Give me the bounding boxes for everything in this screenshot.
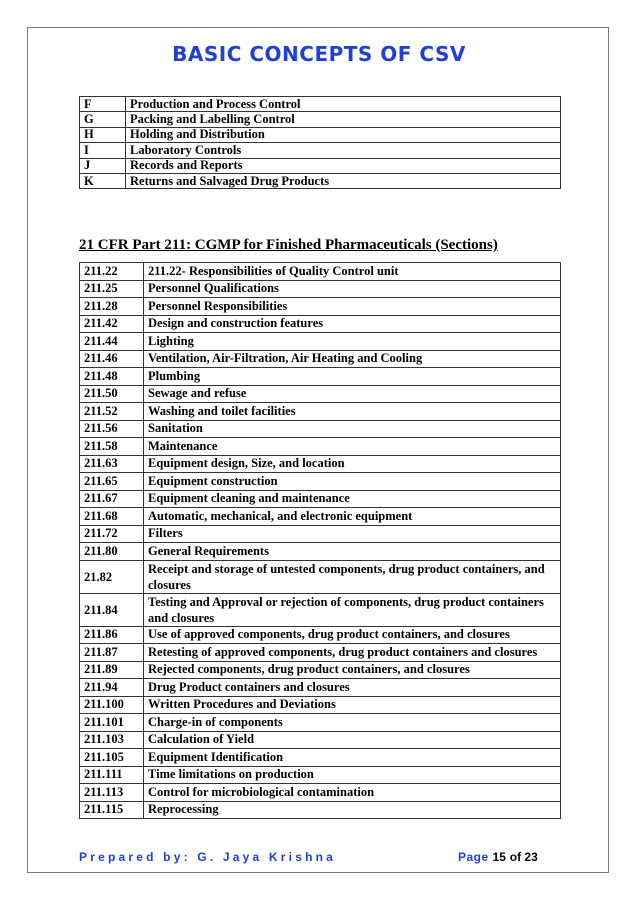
row-code: 211.87 — [80, 644, 144, 662]
row-title: Records and Reports — [126, 158, 561, 173]
row-code: 211.65 — [80, 473, 144, 491]
row-title: Personnel Responsibilities — [144, 298, 561, 316]
page-title: BASIC CONCEPTS OF CSV — [172, 42, 466, 66]
row-code: 211.44 — [80, 333, 144, 351]
row-title: Equipment Identification — [144, 749, 561, 767]
row-code: 211.48 — [80, 368, 144, 386]
table-row — [80, 158, 561, 173]
row-code: K — [80, 173, 126, 188]
row-title: Sanitation — [144, 420, 561, 438]
table-row — [80, 593, 561, 626]
table-row — [80, 801, 561, 819]
row-title: Ventilation, Air-Filtration, Air Heating and Cooling — [144, 350, 561, 368]
row-code: 211.22 — [80, 263, 144, 281]
row-title: Drug Product containers and closures — [144, 679, 561, 697]
row-code: 211.46 — [80, 350, 144, 368]
row-code: 211.56 — [80, 420, 144, 438]
table-row — [80, 97, 561, 112]
table-row — [80, 560, 561, 593]
footer-prepared-by: Prepared by: G. Jaya Krishna — [79, 850, 337, 864]
row-code: 211.101 — [80, 714, 144, 732]
table-row — [80, 368, 561, 386]
row-title: Packing and Labelling Control — [126, 112, 561, 127]
row-code: G — [80, 112, 126, 127]
subparts-table — [79, 96, 561, 189]
table-row — [80, 525, 561, 543]
table-row — [80, 644, 561, 662]
row-code: 211.84 — [80, 593, 144, 626]
row-code: 211.115 — [80, 801, 144, 819]
row-title: General Requirements — [144, 543, 561, 561]
row-title: Calculation of Yield — [144, 731, 561, 749]
table-row — [80, 438, 561, 456]
table-row — [80, 766, 561, 784]
row-title: Receipt and storage of untested components, drug product containers, and closures — [144, 560, 561, 593]
table-row — [80, 784, 561, 802]
row-title: Equipment design, Size, and location — [144, 455, 561, 473]
table-row — [80, 749, 561, 767]
row-code: 211.113 — [80, 784, 144, 802]
row-title: Time limitations on production — [144, 766, 561, 784]
table-row — [80, 315, 561, 333]
table-row — [80, 696, 561, 714]
row-title: Design and construction features — [144, 315, 561, 333]
row-title: Sewage and refuse — [144, 385, 561, 403]
table-row — [80, 714, 561, 732]
table-row — [80, 543, 561, 561]
row-title: Washing and toilet facilities — [144, 403, 561, 421]
row-code: 211.105 — [80, 749, 144, 767]
row-title: Reprocessing — [144, 801, 561, 819]
row-code: I — [80, 143, 126, 158]
table-row — [80, 508, 561, 526]
row-title: Laboratory Controls — [126, 143, 561, 158]
section-heading: 21 CFR Part 211: CGMP for Finished Pharmaceuticals (Sections) — [79, 237, 498, 253]
table-row — [80, 626, 561, 644]
table-row — [80, 280, 561, 298]
row-title: Testing and Approval or rejection of components, drug product containers and closures — [144, 593, 561, 626]
footer-page-total: of 23 — [509, 850, 538, 864]
row-code: 211.86 — [80, 626, 144, 644]
row-code: 211.72 — [80, 525, 144, 543]
row-title: Automatic, mechanical, and electronic equipment — [144, 508, 561, 526]
table-row — [80, 173, 561, 188]
row-title: Returns and Salvaged Drug Products — [126, 173, 561, 188]
row-code: 211.50 — [80, 385, 144, 403]
table-row — [80, 263, 561, 281]
subparts-table-body — [80, 97, 561, 189]
row-code: 211.63 — [80, 455, 144, 473]
row-title: Written Procedures and Deviations — [144, 696, 561, 714]
row-code: 211.100 — [80, 696, 144, 714]
row-title: 211.22- Responsibilities of Quality Control unit — [144, 263, 561, 281]
table-row — [80, 127, 561, 142]
row-code: 211.52 — [80, 403, 144, 421]
row-code: 211.58 — [80, 438, 144, 456]
row-title: Production and Process Control — [126, 97, 561, 112]
row-title: Lighting — [144, 333, 561, 351]
row-code: 21.82 — [80, 560, 144, 593]
row-title: Rejected components, drug product containers, and closures — [144, 661, 561, 679]
table-row — [80, 112, 561, 127]
row-code: 211.28 — [80, 298, 144, 316]
row-code: 211.68 — [80, 508, 144, 526]
row-title: Equipment cleaning and maintenance — [144, 490, 561, 508]
row-code: 211.42 — [80, 315, 144, 333]
row-title: Use of approved components, drug product containers, and closures — [144, 626, 561, 644]
table-row — [80, 298, 561, 316]
row-code: 211.89 — [80, 661, 144, 679]
row-code: 211.67 — [80, 490, 144, 508]
table-row — [80, 143, 561, 158]
row-title: Control for microbiological contamination — [144, 784, 561, 802]
row-code: 211.111 — [80, 766, 144, 784]
row-code: F — [80, 97, 126, 112]
row-code: 211.94 — [80, 679, 144, 697]
footer-page-label: Page — [458, 850, 489, 864]
table-row — [80, 385, 561, 403]
table-row — [80, 350, 561, 368]
table-row — [80, 661, 561, 679]
table-row — [80, 333, 561, 351]
row-title: Plumbing — [144, 368, 561, 386]
row-code: H — [80, 127, 126, 142]
row-code: 211.25 — [80, 280, 144, 298]
table-row — [80, 490, 561, 508]
row-title: Personnel Qualifications — [144, 280, 561, 298]
row-code: 211.103 — [80, 731, 144, 749]
row-title: Filters — [144, 525, 561, 543]
row-title: Charge-in of components — [144, 714, 561, 732]
row-code: J — [80, 158, 126, 173]
sections-table — [79, 262, 561, 819]
table-row — [80, 731, 561, 749]
table-row — [80, 420, 561, 438]
row-title: Maintenance — [144, 438, 561, 456]
table-row — [80, 455, 561, 473]
row-title: Holding and Distribution — [126, 127, 561, 142]
sections-table-body — [80, 263, 561, 819]
row-code: 211.80 — [80, 543, 144, 561]
table-row — [80, 473, 561, 491]
table-row — [80, 403, 561, 421]
table-row — [80, 679, 561, 697]
row-title: Retesting of approved components, drug product containers and closures — [144, 644, 561, 662]
row-title: Equipment construction — [144, 473, 561, 491]
footer-page-current: 15 — [492, 850, 506, 864]
footer-page-number — [458, 850, 538, 864]
